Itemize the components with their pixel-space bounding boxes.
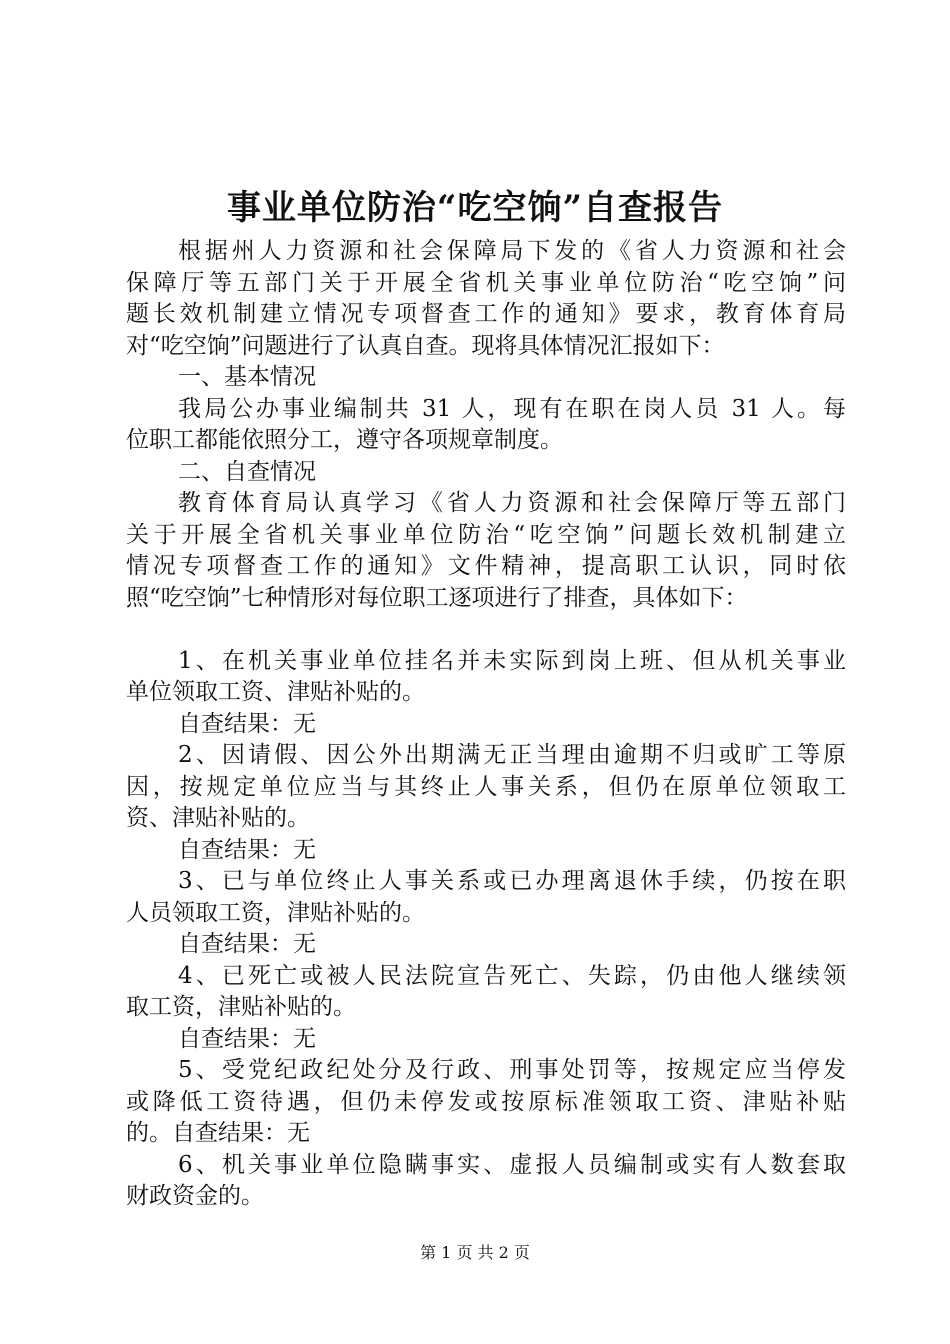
list-item-line: 4、已死亡或被人民法院宣告死亡、失踪，仍由他人继续领 (178, 963, 846, 989)
page-footer: 第 1 页 共 2 页 (420, 1243, 530, 1262)
list-item-line: 的。自查结果：无 (126, 1120, 310, 1146)
list-item-line: 3、已与单位终止人事关系或已办理离退休手续，仍按在职 (178, 868, 846, 894)
list-item-line: 取工资，津贴补贴的。 (126, 994, 356, 1020)
paragraph-line: 照“吃空饷”七种情形对每位职工逐项进行了排查，具体如下： (126, 585, 748, 611)
paragraph-line: 教育体育局认真学习《省人力资源和社会保障厅等五部门 (178, 490, 846, 516)
list-item-line: 单位领取工资、津贴补贴的。 (126, 679, 425, 705)
check-result: 自查结果：无 (178, 931, 316, 957)
check-result: 自查结果：无 (178, 1026, 316, 1052)
paragraph-line: 根据州人力资源和社会保障局下发的《省人力资源和社会 (178, 238, 846, 264)
list-item-line: 财政资金的。 (126, 1183, 264, 1209)
paragraph-line: 关于开展全省机关事业单位防治“吃空饷”问题长效机制建立 (126, 522, 846, 548)
check-result: 自查结果：无 (178, 837, 316, 863)
section-heading: 一、基本情况 (178, 364, 316, 390)
paragraph-line: 位职工都能依照分工，遵守各项规章制度。 (126, 427, 563, 453)
paragraph-line: 我局公办事业编制共 31 人，现有在职在岗人员 31 人。每 (178, 396, 846, 422)
list-item-line: 或降低工资待遇，但仍未停发或按原标准领取工资、津贴补贴 (126, 1089, 846, 1115)
document-title: 事业单位防治“吃空饷”自查报告 (226, 188, 724, 228)
check-result: 自查结果：无 (178, 711, 316, 737)
paragraph-line: 题长效机制建立情况专项督查工作的通知》要求，教育体育局 (126, 301, 846, 327)
list-item-line: 6、机关事业单位隐瞒事实、虚报人员编制或实有人数套取 (178, 1152, 846, 1178)
paragraph-line: 保障厅等五部门关于开展全省机关事业单位防治“吃空饷”问 (126, 270, 846, 296)
list-item-line: 资、津贴补贴的。 (126, 805, 310, 831)
list-item-line: 2、因请假、因公外出期满无正当理由逾期不归或旷工等原 (178, 742, 846, 768)
section-heading: 二、自查情况 (178, 459, 316, 485)
list-item-line: 1、在机关事业单位挂名并未实际到岗上班、但从机关事业 (178, 648, 846, 674)
list-item-line: 因，按规定单位应当与其终止人事关系，但仍在原单位领取工 (126, 774, 846, 800)
list-item-line: 5、受党纪政纪处分及行政、刑事处罚等，按规定应当停发 (178, 1057, 846, 1083)
list-item-line: 人员领取工资，津贴补贴的。 (126, 900, 425, 926)
paragraph-line: 情况专项督查工作的通知》文件精神，提高职工认识，同时依 (126, 553, 846, 579)
paragraph-line: 对“吃空饷”问题进行了认真自查。现将具体情况汇报如下： (126, 333, 725, 359)
